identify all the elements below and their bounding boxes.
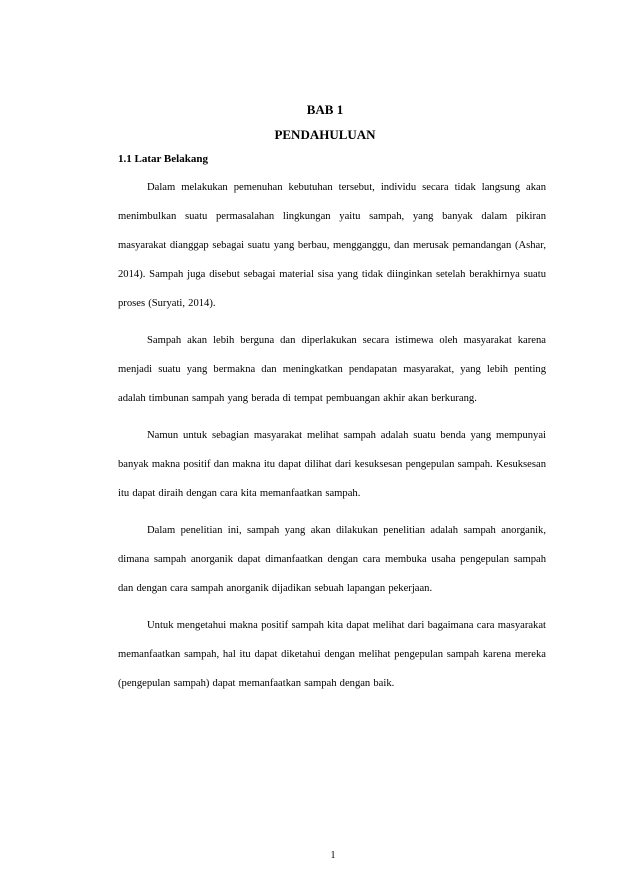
- paragraph-3: Namun untuk sebagian masyarakat melihat sampah adalah suatu benda yang mempunyai banyak makna positif dan makna itu dapat dilihat dari kesuksesan pengepulan sampah. Kesuksesan itu dapat diraih dengan cara kita memanfaatkan sampah.: [118, 430, 546, 499]
- paragraph-2: Sampah akan lebih berguna dan diperlakukan secara istimewa oleh masyarakat karena menjadi suatu yang bermakna dan meningkatkan pendapatan masyarakat, yang lebih penting adalah timbunan sampah yang berada di tempat pembuangan akhir akan berkurang.: [118, 335, 546, 404]
- section-heading: 1.1 Latar Belakang: [118, 153, 208, 165]
- paragraph-5: Untuk mengetahui makna positif sampah kita dapat melihat dari bagaimana cara masyarakat memanfaatkan sampah, hal itu dapat diketahui dengan melihat pengepulan sampah karena mereka (pengepulan sampah) dapat memanfaatkan sampah dengan baik.: [118, 620, 546, 689]
- paragraph-4: Dalam penelitian ini, sampah yang akan dilakukan penelitian adalah sampah anorganik, dimana sampah anorganik dapat dimanfaatkan dengan cara membuka usaha pengepulan sampah dan dengan cara sampah anorganik dijadikan sebuah lapangan pekerjaan.: [118, 525, 546, 594]
- chapter-title: PENDAHULUAN: [274, 127, 376, 142]
- chapter-number: BAB 1: [306, 102, 344, 117]
- paragraph-1: Dalam melakukan pemenuhan kebutuhan tersebut, individu secara tidak langsung akan menimbulkan suatu permasalahan lingkungan yaitu sampah, yang banyak dalam pikiran masyarakat dianggap sebagai suatu yang berbau, mengganggu, dan merusak pemandangan (Ashar, 2014). Sampah juga disebut sebagai material sisa yang tidak diinginkan setelah berakhirnya suatu proses (Suryati, 2014).: [118, 182, 546, 309]
- page-number: 1: [330, 850, 336, 861]
- body-text: [118, 173, 546, 706]
